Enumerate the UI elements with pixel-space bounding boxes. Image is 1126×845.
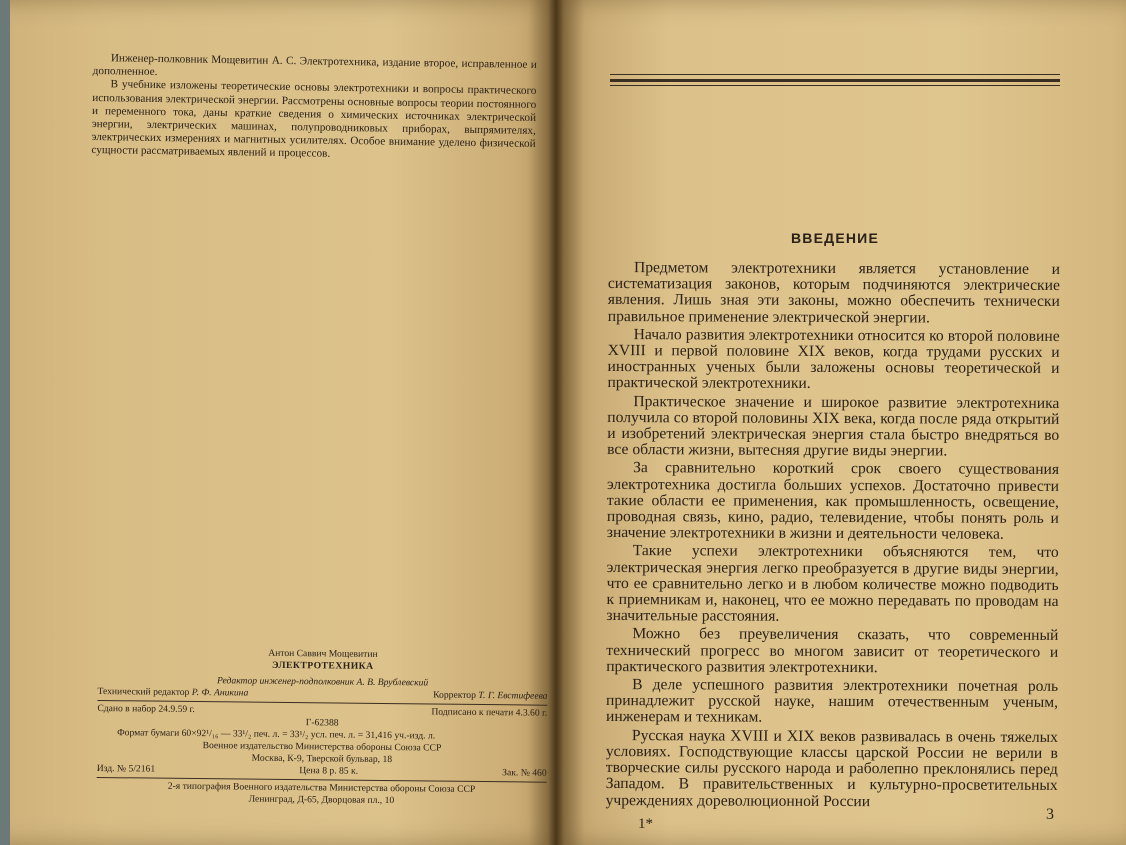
signature-mark: 1* (638, 816, 653, 832)
imprint-corrector (433, 690, 547, 703)
paragraph: Начало развития электротехники относится ко второй половине XVIII и первой половине XIX веков, когда трудами русских и иностранных ученых были заложены основы теоретической и практической электротехники. (607, 325, 1060, 393)
chapter-body (606, 260, 1060, 813)
page-number: 3 (1046, 806, 1054, 823)
imprint-editor: Редактор инженер-подполковник А. В. Врублевский (216, 675, 429, 689)
imprint-author: Антон Саввич Мощевитин (268, 647, 378, 660)
imprint-corrector-name: Т. Г. Евстифеева (478, 689, 548, 702)
chapter-heading: ВВЕДЕНИЕ (791, 230, 879, 246)
imprint-format: Формат бумаги 60×92¹/₁₆ — 33¹/₂ печ. л. = 33¹/₂ усл. печ. л. = 31,416 уч.-изд. л. (117, 727, 436, 742)
imprint-tech-editor-name: Р. Ф. Аникина (191, 686, 249, 699)
imprint-code: Г-62388 (305, 717, 339, 729)
paragraph: Русская наука XVIII и XIX веков развивалась в очень тяжелых условиях. Господствующие классы царской России не верили в творческие силы русского народа и раболепно преклонялись перед Западом. В правительственных и культурно-просветительных учреждениях дореволюционной России (605, 726, 1058, 810)
imprint-corrector-label: Корректор (433, 689, 476, 701)
imprint-tech-editor-label: Технический редактор (97, 685, 190, 698)
imprint-order-no: Зак. № 460 (502, 767, 547, 779)
imprint-signed-to-print: Подписано к печати 4.3.60 г. (431, 706, 548, 719)
annotation-block (91, 52, 537, 165)
paragraph: Практическое значение и широкое развитие электротехника получила со второй половины XIX века, когда после ряда открытий и изобретений электрическая энергия стала быстро внедряться во все области жизни, вытесняя другие виды энергии. (607, 392, 1060, 460)
annotation-title: Инженер-полковник Мощевитин А. С. Электротехника, издание второе, исправленное и дополненное. (92, 52, 537, 79)
paragraph: Такие успехи электротехники объясняются тем, что электрическая энергия легко преобразуется в другие виды энергии, что ее сравнительно легко и в любом количестве можно подводить к приемникам и, наконец, что ее можно передавать по проводам на значительные расстояния. (606, 542, 1059, 626)
book-gutter (548, 0, 564, 845)
paragraph: Можно без преувеличения сказать, что современный технический прогресс во многом зависит от теоретического и практического развития электротехники. (606, 625, 1059, 677)
annotation-summary: В учебнике изложены теоретические основы электротехники и вопросы практического использования электрической энергии. Рассмотрены основные вопросы теории постоянного и переменного тока, даны краткие сведения о химических источниках электрической энергии, электрических машинах, полупроводниковых приборах, выпрямителях, электрических измерениях и магнитных усилителях. Особое внимание уделено физической сущности рассматриваемых явлений и процессов. (91, 78, 537, 161)
imprint-printer-address: Ленинград, Д-65, Дворцовая пл., 10 (248, 793, 395, 807)
imprint-tech-editor (97, 686, 248, 700)
imprint-publisher: Военное издательство Министерства обороны Союза ССР (202, 740, 442, 754)
imprint-title: ЭЛЕКТРОТЕХНИКА (271, 659, 374, 672)
imprint-publisher-address: Москва, К-9, Тверской бульвар, 18 (251, 752, 393, 766)
imprint-block (96, 646, 548, 809)
decorative-rule (610, 74, 1060, 88)
imprint-izd-no: Изд. № 5/2161 (96, 762, 156, 775)
imprint-sent-to-set: Сдано в набор 24.9.59 г. (97, 702, 195, 716)
imprint-printer: 2-я типография Военного издательства Министерства обороны Союза ССР (167, 780, 476, 795)
paragraph: За сравнительно короткий срок своего существования электротехника достигла больших успехов. Достаточно привести такие области ее применения, как промышленность, освещение, проводная связь, кино, радио, телевидение, чтобы понять роль и значение электротехники в жизни и деятельности человека. (606, 459, 1060, 543)
paragraph: Предметом электротехники является установление и систематизация законов, которым подчиняются электрические явления. Лишь зная эти законы, можно обеспечить технически правильное применение электрической энергии. (607, 259, 1060, 327)
imprint-price: Цена 8 р. 85 к. (299, 765, 359, 777)
paragraph: В деле успешного развития электротехники почетная роль принадлежит русской науке, нашим отечественным ученым, инженерам и техникам. (605, 676, 1059, 727)
